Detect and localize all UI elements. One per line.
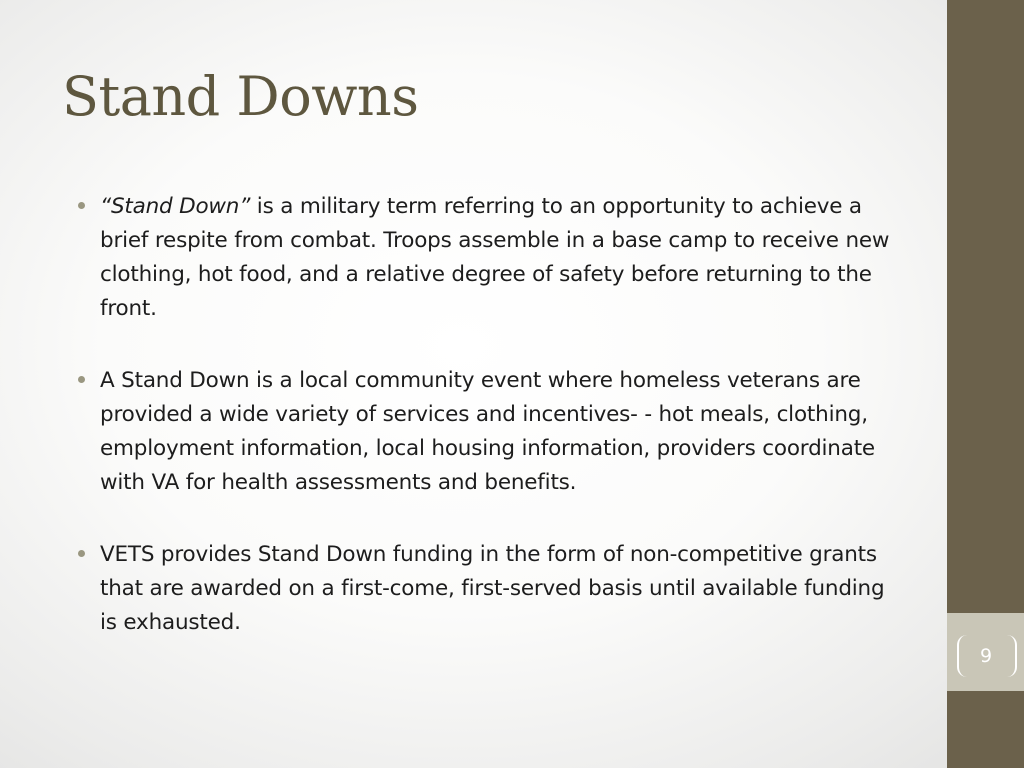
left-brace-icon [957, 635, 971, 677]
bullet-dot-icon [78, 550, 85, 557]
right-brace-icon [1003, 635, 1017, 677]
bullet-item [78, 364, 898, 500]
bullet-emphasis: “Stand Down” [100, 194, 251, 219]
bullet-item [78, 538, 898, 640]
bullet-list [78, 190, 898, 678]
bullet-text: A Stand Down is a local community event where homeless veterans are provided a wide variety of services and incentives- - hot meals, clothing, employment information, local housing information, providers coordinate with VA for health assessments and benefits. [100, 368, 875, 495]
slide-title: Stand Downs [62, 65, 419, 128]
page-number: 9 [979, 645, 993, 667]
bullet-text: VETS provides Stand Down funding in the form of non-competitive grants that are awarded on a first-come, first-served basis until available funding is exhausted. [100, 542, 885, 635]
bullet-dot-icon [78, 376, 85, 383]
bullet-text: is a military term referring to an opportunity to achieve a brief respite from combat. Troops assemble in a base camp to receive new clothing, hot food, and a relative degree of safety before returning to the front. [100, 194, 890, 321]
bullet-dot-icon [78, 202, 85, 209]
bullet-item [78, 190, 898, 326]
